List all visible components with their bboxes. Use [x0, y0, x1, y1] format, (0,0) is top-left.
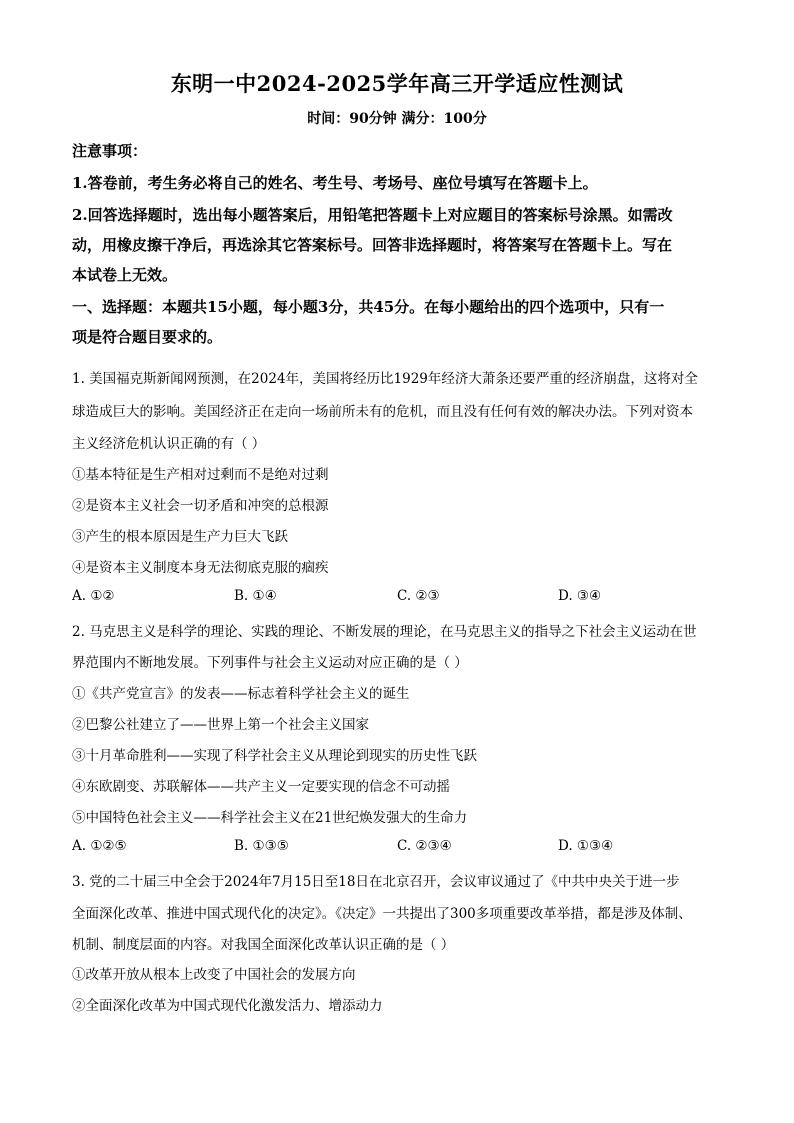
section-heading-line: 项是符合题目要求的。: [72, 328, 223, 346]
question-statement: ③产生的根本原因是生产力巨大飞跃: [72, 529, 288, 545]
notice-line: 2.回答选择题时，选出每小题答案后，用铅笔把答题卡上对应题目的答案标号涂黑。如需改: [72, 206, 673, 224]
question-stem-line: 2. 马克思主义是科学的理论、实践的理论、不断发展的理论，在马克思主义的指导之下社会主义运动在世: [72, 624, 697, 640]
question-statement: ①《共产党宣言》的发表——标志着科学社会主义的诞生: [72, 686, 410, 702]
option-c[interactable]: C. ②③: [397, 588, 440, 604]
option-c[interactable]: C. ②③④: [397, 838, 452, 854]
option-d[interactable]: D. ①③④: [558, 838, 614, 854]
question-stem-line: 界范围内不断地发展。下列事件与社会主义运动对应正确的是（ ）: [72, 655, 468, 671]
question-statement: ④东欧剧变、苏联解体——共产主义一定要实现的信念不可动摇: [72, 779, 450, 795]
option-a[interactable]: A. ①②: [72, 588, 115, 604]
exam-time-and-score: 时间：90分钟 满分：100分: [307, 111, 487, 127]
question-statement: ④是资本主义制度本身无法彻底克服的痼疾: [72, 560, 329, 576]
question-stem-line: 1. 美国福克斯新闻网预测，在2024年，美国将经历比1929年经济大萧条还要严重的经济崩盘，这将对全: [72, 371, 698, 387]
question-statement: ②是资本主义社会一切矛盾和冲突的总根源: [72, 498, 329, 514]
question-stem-line: 主义经济危机认识正确的有（ ）: [72, 436, 266, 452]
question-statement: ⑤中国特色社会主义——科学社会主义在21世纪焕发强大的生命力: [72, 810, 468, 826]
section-heading-line: 一、选择题：本题共15小题，每小题3分，共45分。在每小题给出的四个选项中，只有一: [72, 298, 665, 316]
option-a[interactable]: A. ①②⑤: [72, 838, 127, 854]
question-statement: ②巴黎公社建立了——世界上第一个社会主义国家: [72, 717, 369, 733]
question-statement: ①基本特征是生产相对过剩而不是绝对过剩: [72, 467, 329, 483]
option-b[interactable]: B. ①③⑤: [234, 838, 289, 854]
question-statement: ②全面深化改革为中国式现代化激发活力、增添动力: [72, 998, 383, 1014]
exam-title: 东明一中2024-2025学年高三开学适应性测试: [170, 71, 624, 96]
notice-line: 本试卷上无效。: [72, 266, 178, 284]
question-statement: ③十月革命胜利——实现了科学社会主义从理论到现实的历史性飞跃: [72, 748, 477, 764]
notice-line: 1.答卷前，考生务必将自己的姓名、考生号、考场号、座位号填写在答题卡上。: [72, 174, 598, 192]
notice-heading: 注意事项：: [72, 142, 148, 160]
question-stem-line: 机制、制度层面的内容。对我国全面深化改革认识正确的是（ ）: [72, 937, 455, 953]
notice-line: 动，用橡皮擦干净后，再选涂其它答案标号。回答非选择题时，将答案写在答题卡上。写在: [72, 236, 673, 254]
question-statement: ①改革开放从根本上改变了中国社会的发展方向: [72, 967, 356, 983]
question-stem-line: 3. 党的二十届三中全会于2024年7月15日至18日在北京召开，会议审议通过了《中共中央关于进一步: [72, 874, 680, 890]
option-d[interactable]: D. ③④: [558, 588, 602, 604]
question-stem-line: 球造成巨大的影响。美国经济正在走向一场前所未有的危机，而且没有任何有效的解决办法。下列对资本: [72, 404, 693, 420]
question-stem-line: 全面深化改革、推进中国式现代化的决定》。《决定》一共提出了300多项重要改革举措，都是涉及体制、: [72, 906, 692, 922]
option-b[interactable]: B. ①④: [234, 588, 277, 604]
